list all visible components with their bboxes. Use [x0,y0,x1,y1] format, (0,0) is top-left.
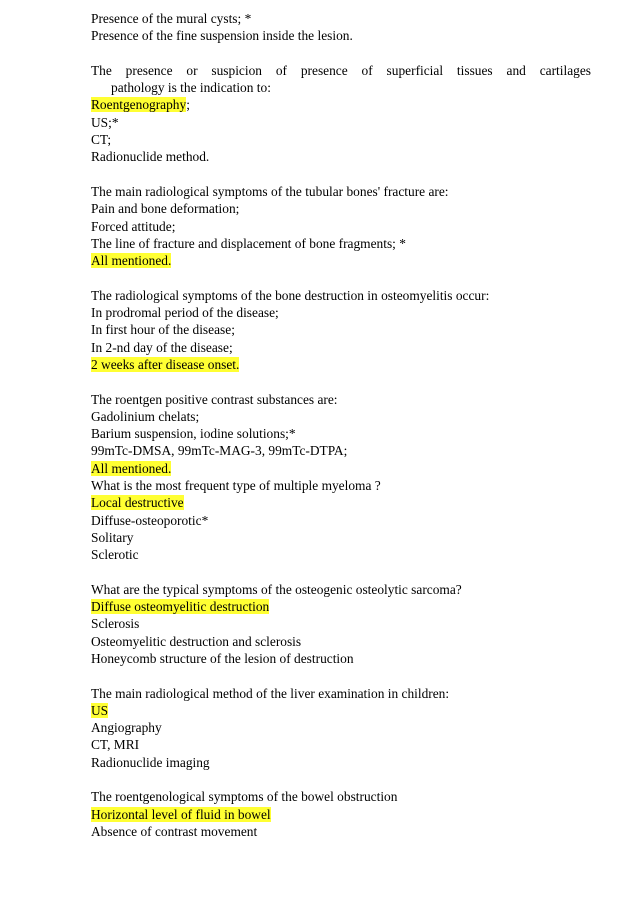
line-text: The line of fracture and displacement of bone fragments; * [91,235,406,251]
line-text: The roentgenological symptoms of the bowel obstruction [91,789,398,805]
text-line [91,200,591,217]
text-line [91,408,591,425]
paragraph-gap [91,373,591,390]
highlighted-answer-line [91,598,591,615]
line-text: 99mTc-DMSA, 99mTc-MAG-3, 99mTc-DTPA; [91,443,348,459]
question-block [91,581,591,667]
highlighted-answer-line [91,356,591,373]
line-text: In prodromal period of the disease; [91,305,279,321]
line-text: Barium suspension, iodine solutions;* [91,426,296,442]
question-block [91,62,591,166]
paragraph-gap [91,166,591,183]
text-line [91,477,591,494]
highlighted-text: All mentioned. [91,253,172,269]
text-line [91,512,591,529]
question-block [91,391,591,564]
line-text: The presence or suspicion of presence of superficial tissues and cartilages [91,62,591,78]
line-text: CT, MRI [91,737,140,753]
text-line [91,719,591,736]
text-line [91,823,591,840]
text-line [91,183,591,200]
line-text: The main radiological method of the liver examination in children: [91,685,450,701]
highlighted-text: Diffuse osteomyelitic destruction [91,599,270,615]
highlighted-answer-line [91,252,591,269]
line-text: Forced attitude; [91,218,176,234]
text-line [91,650,591,667]
text-line [91,62,591,79]
highlighted-text: All mentioned. [91,460,172,476]
paragraph-gap [91,564,591,581]
highlighted-text: Horizontal level of fluid in bowel [91,806,271,822]
line-text: Sclerosis [91,616,140,632]
highlighted-answer-line [91,96,591,113]
line-text: Radionuclide imaging [91,754,210,770]
line-text: What is the most frequent type of multiple myeloma ? [91,478,381,494]
text-line [91,287,591,304]
highlighted-answer-line [91,460,591,477]
question-block [91,287,591,373]
text-line [91,425,591,442]
text-line [91,10,591,27]
highlighted-answer-line [91,806,591,823]
line-text: Osteomyelitic destruction and sclerosis [91,633,302,649]
text-line [91,736,591,753]
text-line [91,339,591,356]
text-line [91,754,591,771]
text-line [91,131,591,148]
question-block [91,788,591,840]
highlighted-text: Roentgenography [91,97,187,113]
line-text: US;* [91,114,119,130]
text-line [91,581,591,598]
question-block [91,183,591,269]
text-line [91,615,591,632]
highlighted-answer-line [91,702,591,719]
text-line [91,148,591,165]
line-text: Absence of contrast movement [91,823,258,839]
text-line [91,321,591,338]
text-line [91,218,591,235]
text-line [91,114,591,131]
text-line [91,633,591,650]
text-line [91,685,591,702]
text-line [91,79,591,96]
line-text: CT; [91,132,112,148]
line-text: Diffuse-osteoporotic* [91,512,209,528]
paragraph-gap [91,269,591,286]
text-line [91,235,591,252]
line-text: Sclerotic [91,547,139,563]
line-text: Angiography [91,720,162,736]
paragraph-gap [91,45,591,62]
highlighted-text: 2 weeks after disease onset. [91,356,240,372]
paragraph-gap [91,667,591,684]
line-text: pathology is the indication to: [111,80,271,96]
line-text: The radiological symptoms of the bone destruction in osteomyelitis occur: [91,287,490,303]
line-text: Radionuclide method. [91,149,210,165]
highlighted-text: US [91,702,109,718]
line-text: The roentgen positive contrast substances are: [91,391,338,407]
question-block [91,10,591,45]
line-text: In 2-nd day of the disease; [91,339,233,355]
line-text: Solitary [91,529,134,545]
question-block [91,685,591,771]
line-text: Honeycomb structure of the lesion of destruction [91,650,354,666]
line-text: What are the typical symptoms of the osteogenic osteolytic sarcoma? [91,581,462,597]
text-line [91,529,591,546]
text-line [91,788,591,805]
text-line [91,27,591,44]
highlighted-text: Local destructive [91,495,184,511]
line-text: Presence of the fine suspension inside the lesion. [91,28,353,44]
line-suffix: ; [186,97,190,113]
text-line [91,442,591,459]
document-page [91,10,591,840]
line-text: Gadolinium chelats; [91,408,200,424]
line-text: In first hour of the disease; [91,322,235,338]
text-line [91,546,591,563]
text-line [91,391,591,408]
line-text: Pain and bone deformation; [91,201,240,217]
line-text: The main radiological symptoms of the tubular bones' fracture are: [91,183,449,199]
line-text: Presence of the mural cysts; * [91,11,252,26]
text-line [91,304,591,321]
paragraph-gap [91,771,591,788]
highlighted-answer-line [91,494,591,511]
